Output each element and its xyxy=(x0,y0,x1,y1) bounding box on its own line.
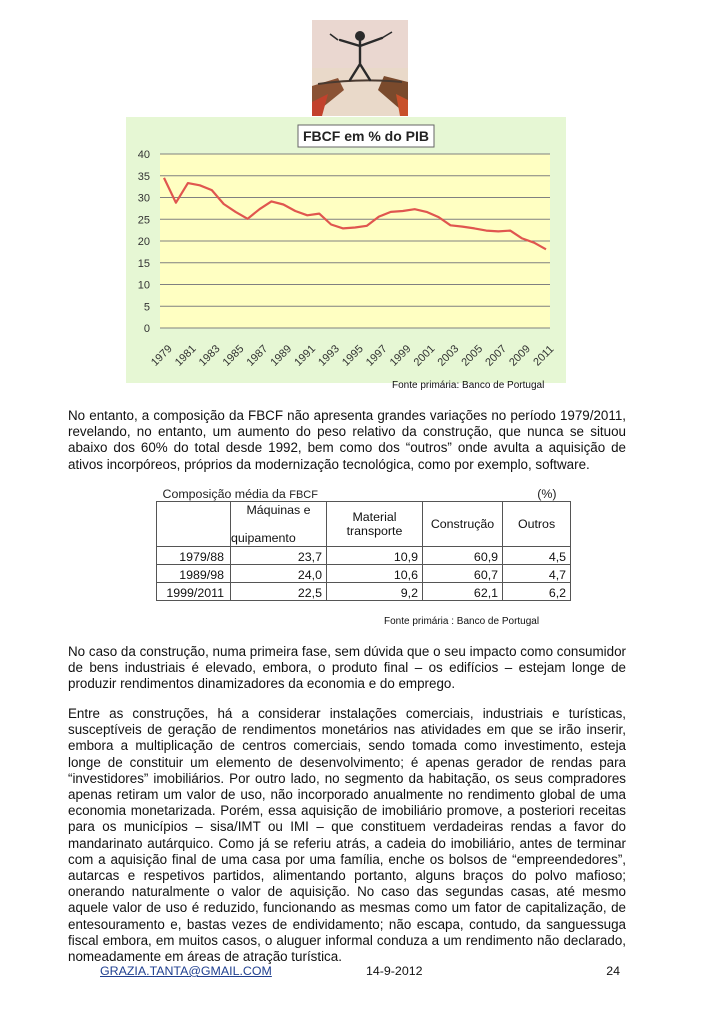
footer-email-link[interactable]: GRAZIA.TANTA@GMAIL.COM xyxy=(100,964,272,978)
table-cell-period: 1989/98 xyxy=(157,565,231,583)
chart-xtick-label: 1987 xyxy=(244,342,271,369)
chart-xtick-label: 2011 xyxy=(531,343,557,369)
chart-xtick-label: 1979 xyxy=(148,342,175,369)
chart-ytick-label: 5 xyxy=(143,301,150,314)
chart-ytick-label: 40 xyxy=(137,149,150,161)
table-cell-transport: 10,6 xyxy=(327,565,423,583)
table-header-machines-line2: quipamento xyxy=(231,531,296,545)
chart-xtick-label: 1991 xyxy=(292,342,319,369)
table-cell-transport: 9,2 xyxy=(327,583,423,601)
table-header-others: Outros xyxy=(503,502,571,547)
paragraph-construction-types: Entre as construções, há a considerar instalações comerciais, industriais e turísticas, susceptíveis de geração de rendimentos monetários nas atividades em que se irão inserir, embora a multiplicação de centros comerciais, sendo tomada como investimento, esteja longe de constituir um elemento de desenvolvimento; é apenas gerador de rendas para “investidores” imobiliários. Por outro lado, no segmento da habitação, os seus compradores apenas retiram um valor de uso, não incorporado anualmente no rendimento global de uma economia monetarizada. Porém, essa aquisição de imobiliário promove, a posteriori receitas para os municípios – sisa/IMT ou IMI – que constituem verdadeiras rendas a favor do mandarinato autárquico. Como já se referiu atrás, a cadeia do imobiliário, antes de terminar com a aquisição final de uma casa por uma família, enche os bolsos de “empreendedores”, autarcas e respetivos partidos, alimentando portanto, alguns braços do polvo mafioso; onerando naturalmente o valor de aquisição. No caso das segundas casas, até mesmo aquele valor de uso é reduzido, funcionando as mesmas como um fator de capitalização, de entesouramento e, bastas vezes de endividamento; não escapa, contudo, da sanguessuga fiscal embora, em muitos casos, o aluguer informal conduza a um rendimento não declarado, nomeadamente em áreas de atração turística. xyxy=(68,706,626,965)
header-logo-image xyxy=(308,16,412,120)
table-header-construction: Construção xyxy=(423,502,503,547)
chart-ytick-label: 0 xyxy=(143,323,150,335)
table-cell-others: 4,5 xyxy=(503,547,571,565)
table-row xyxy=(157,565,571,583)
table-row xyxy=(157,583,571,601)
table-cell-machines: 24,0 xyxy=(231,565,327,583)
paragraph-fbcf-composition: No entanto, a composição da FBCF não apresenta grandes variações no período 1979/2011, revelando, no entanto, um aumento do peso relativo da construção, que nunca se situou abaixo dos 60% do total desde 1992, bem como dos “outros” onde avulta a aquisição de ativos incorpóreos, próprios da modernização tecnológica, como por exemplo, software. xyxy=(68,408,626,472)
chart-xtick-label: 1999 xyxy=(387,342,414,369)
table-cell-construction: 62,1 xyxy=(423,583,503,601)
table-source-note: Fonte primária : Banco de Portugal xyxy=(384,616,540,627)
table-header-period xyxy=(157,502,231,547)
chart-ytick-label: 10 xyxy=(137,279,150,292)
table-caption-abbr: FBCF xyxy=(289,489,318,501)
table-header-transport-line2: transporte xyxy=(346,524,403,538)
table-header-machines-line1: Máquinas e xyxy=(246,503,311,517)
fbcf-chart-svg xyxy=(126,117,566,383)
chart-xtick-label: 1985 xyxy=(220,342,247,369)
table-header-transport xyxy=(327,502,423,547)
table-cell-period: 1999/2011 xyxy=(157,583,231,601)
table-cell-construction: 60,7 xyxy=(423,565,503,583)
table-cell-others: 4,7 xyxy=(503,565,571,583)
table-row xyxy=(157,547,571,565)
table-cell-period: 1979/88 xyxy=(157,547,231,565)
chart-xtick-label: 2009 xyxy=(507,342,533,369)
chart-ytick-label: 30 xyxy=(137,192,150,205)
chart-xtick-label: 1981 xyxy=(172,342,199,369)
table-cell-machines: 23,7 xyxy=(231,547,327,565)
table-cell-transport: 10,9 xyxy=(327,547,423,565)
paragraph-construction-impact: No caso da construção, numa primeira fase, sem dúvida que o seu impacto como consumidor de bens industriais é elevado, embora, o produto final – os edifícios – estejam longe de produzir rendimentos dinamizadores da economia e do emprego. xyxy=(68,644,626,692)
chart-title: FBCF em % do PIB xyxy=(302,128,430,144)
table-cell-construction: 60,9 xyxy=(423,547,503,565)
chart-source-note: Fonte primária: Banco de Portugal xyxy=(392,380,545,391)
table-cell-machines: 22,5 xyxy=(231,583,327,601)
table-header-transport-line1: Material xyxy=(352,510,397,524)
chart-ytick-label: 35 xyxy=(137,170,150,183)
logo-artwork xyxy=(308,16,412,120)
chart-xtick-label: 1995 xyxy=(339,342,366,369)
chart-xtick-label: 1993 xyxy=(316,342,342,369)
fbcf-chart xyxy=(126,117,566,383)
footer-page-number: 24 xyxy=(606,964,620,978)
chart-ytick-label: 15 xyxy=(137,257,150,270)
footer-date: 14-9-2012 xyxy=(366,964,423,978)
chart-xtick-label: 1997 xyxy=(363,342,390,369)
chart-ytick-label: 25 xyxy=(137,214,150,227)
table-caption: Composição média da xyxy=(162,487,286,501)
chart-xtick-label: 2007 xyxy=(483,342,510,369)
chart-xtick-label: 1989 xyxy=(268,342,295,369)
table-cell-others: 6,2 xyxy=(503,583,571,601)
chart-xtick-label: 2001 xyxy=(411,342,438,369)
table-unit: (%) xyxy=(537,487,557,501)
composition-table xyxy=(156,484,570,601)
chart-ytick-label: 20 xyxy=(137,236,150,248)
table-header-machines xyxy=(231,502,327,547)
chart-xtick-label: 2003 xyxy=(435,342,462,369)
chart-xtick-label: 1983 xyxy=(196,342,223,369)
chart-xtick-label: 2005 xyxy=(459,342,486,369)
